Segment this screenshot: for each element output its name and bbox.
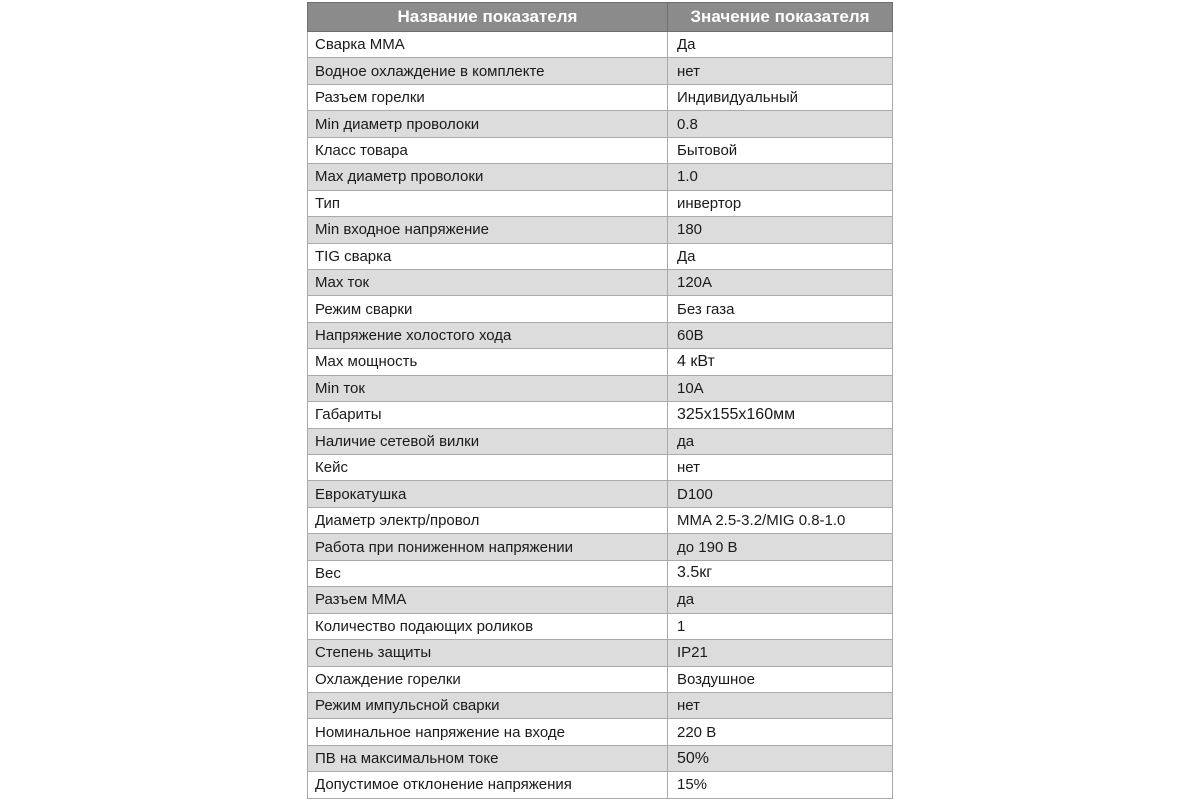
- parameter-name-cell: Вес: [308, 560, 668, 586]
- parameter-value-cell: Без газа: [668, 296, 893, 322]
- parameter-value-cell: Да: [668, 32, 893, 58]
- header-parameter-value: Значение показателя: [668, 3, 893, 32]
- parameter-name-cell: Min диаметр проволоки: [308, 111, 668, 137]
- parameter-name-cell: Количество подающих роликов: [308, 613, 668, 639]
- parameter-value-cell: 1.0: [668, 164, 893, 190]
- parameter-value-cell: до 190 В: [668, 534, 893, 560]
- parameter-value-cell: 220 В: [668, 719, 893, 745]
- parameter-name-cell: Диаметр электр/провол: [308, 507, 668, 533]
- table-row: [308, 164, 893, 190]
- table-row: [308, 613, 893, 639]
- parameter-value-cell: 1: [668, 613, 893, 639]
- parameter-name-cell: Кейс: [308, 455, 668, 481]
- table-row: [308, 32, 893, 58]
- table-row: [308, 719, 893, 745]
- parameter-name-cell: Допустимое отклонение напряжения: [308, 772, 668, 798]
- parameter-value-cell: D100: [668, 481, 893, 507]
- table-row: [308, 666, 893, 692]
- parameter-value-cell: 325х155х160мм: [668, 402, 893, 428]
- table-row: [308, 692, 893, 718]
- table-row: [308, 137, 893, 163]
- parameter-name-cell: Напряжение холостого хода: [308, 322, 668, 348]
- parameter-value-cell: нет: [668, 692, 893, 718]
- parameter-name-cell: Еврокатушка: [308, 481, 668, 507]
- parameter-name-cell: Водное охлаждение в комплекте: [308, 58, 668, 84]
- table-row: [308, 111, 893, 137]
- parameter-name-cell: TIG сварка: [308, 243, 668, 269]
- table-row: [308, 455, 893, 481]
- table-row: [308, 375, 893, 401]
- parameter-value-cell: IP21: [668, 640, 893, 666]
- parameter-name-cell: Габариты: [308, 402, 668, 428]
- parameter-name-cell: Работа при пониженном напряжении: [308, 534, 668, 560]
- parameter-value-cell: 60В: [668, 322, 893, 348]
- table-row: [308, 349, 893, 375]
- table-row: [308, 402, 893, 428]
- table-row: [308, 534, 893, 560]
- table-row: [308, 58, 893, 84]
- parameter-name-cell: Max мощность: [308, 349, 668, 375]
- parameter-value-cell: инвертор: [668, 190, 893, 216]
- parameter-value-cell: Воздушное: [668, 666, 893, 692]
- table-row: [308, 296, 893, 322]
- parameter-value-cell: 10А: [668, 375, 893, 401]
- table-row: [308, 428, 893, 454]
- parameter-name-cell: Min входное напряжение: [308, 217, 668, 243]
- parameter-value-cell: MMA 2.5-3.2/MIG 0.8-1.0: [668, 507, 893, 533]
- table-row: [308, 507, 893, 533]
- parameter-name-cell: Режим импульсной сварки: [308, 692, 668, 718]
- parameter-value-cell: 180: [668, 217, 893, 243]
- table-row: [308, 560, 893, 586]
- spec-table: [307, 2, 893, 799]
- table-row: [308, 217, 893, 243]
- table-row: [308, 640, 893, 666]
- parameter-value-cell: нет: [668, 455, 893, 481]
- parameter-name-cell: Max диаметр проволоки: [308, 164, 668, 190]
- parameter-value-cell: Бытовой: [668, 137, 893, 163]
- table-header-row: [308, 3, 893, 32]
- parameter-value-cell: да: [668, 428, 893, 454]
- header-parameter-name: Название показателя: [308, 3, 668, 32]
- table-row: [308, 745, 893, 771]
- parameter-value-cell: 3.5кг: [668, 560, 893, 586]
- parameter-value-cell: 15%: [668, 772, 893, 798]
- parameter-name-cell: Охлаждение горелки: [308, 666, 668, 692]
- parameter-name-cell: Номинальное напряжение на входе: [308, 719, 668, 745]
- parameter-value-cell: 50%: [668, 745, 893, 771]
- parameter-name-cell: Max ток: [308, 269, 668, 295]
- table-row: [308, 322, 893, 348]
- parameter-value-cell: 0.8: [668, 111, 893, 137]
- parameter-value-cell: нет: [668, 58, 893, 84]
- table-row: [308, 269, 893, 295]
- parameter-value-cell: да: [668, 587, 893, 613]
- parameter-name-cell: Min ток: [308, 375, 668, 401]
- table-row: [308, 84, 893, 110]
- table-row: [308, 190, 893, 216]
- table-row: [308, 587, 893, 613]
- parameter-name-cell: Степень защиты: [308, 640, 668, 666]
- parameter-name-cell: Тип: [308, 190, 668, 216]
- parameter-value-cell: 4 кВт: [668, 349, 893, 375]
- parameter-name-cell: Разъем ММА: [308, 587, 668, 613]
- table-body: [308, 32, 893, 799]
- parameter-name-cell: Режим сварки: [308, 296, 668, 322]
- table-row: [308, 481, 893, 507]
- parameter-value-cell: Индивидуальный: [668, 84, 893, 110]
- parameter-value-cell: Да: [668, 243, 893, 269]
- parameter-value-cell: 120А: [668, 269, 893, 295]
- parameter-name-cell: Сварка ММА: [308, 32, 668, 58]
- table-row: [308, 243, 893, 269]
- parameter-name-cell: Наличие сетевой вилки: [308, 428, 668, 454]
- table-row: [308, 772, 893, 798]
- parameter-name-cell: Класс товара: [308, 137, 668, 163]
- parameter-name-cell: Разъем горелки: [308, 84, 668, 110]
- parameter-name-cell: ПВ на максимальном токе: [308, 745, 668, 771]
